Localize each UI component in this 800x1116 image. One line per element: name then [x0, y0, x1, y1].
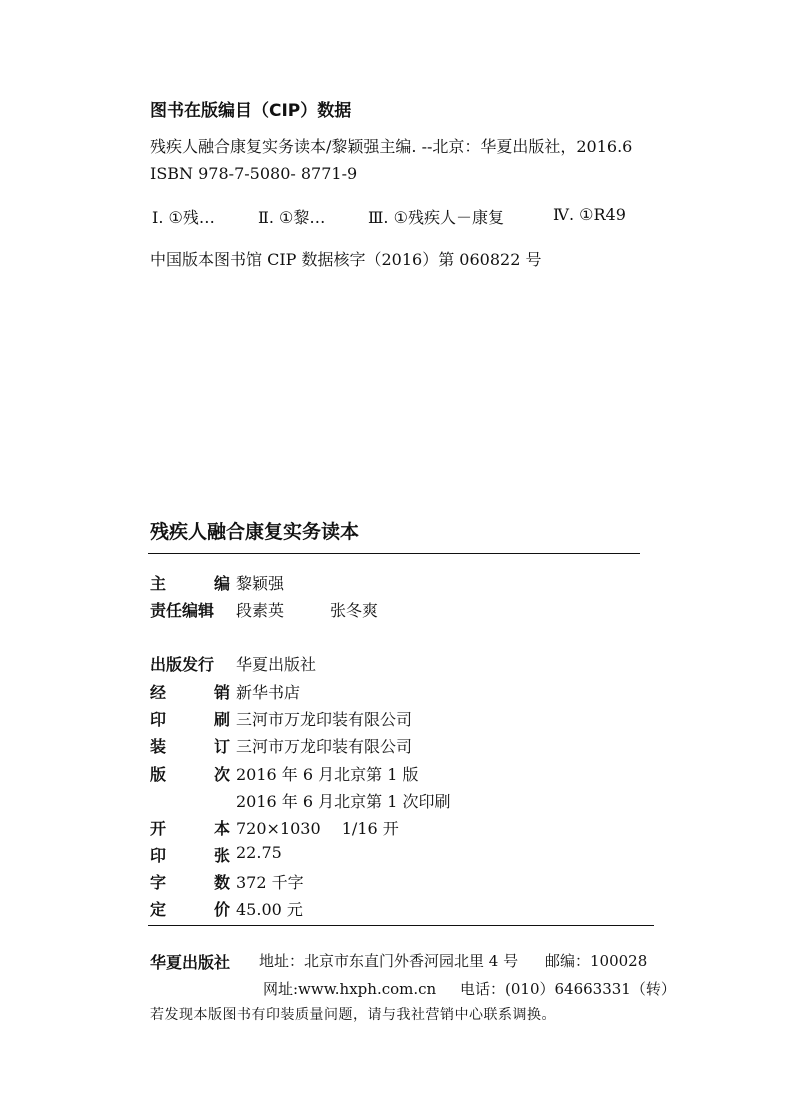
- word-count-label: 字 数: [150, 873, 230, 892]
- responsible-editor-1: 段素英: [236, 601, 285, 620]
- printing-value: 2016 年 6 月北京第 1 次印刷: [236, 792, 451, 811]
- footer-phone: 电话：(010）64663331（转）: [460, 980, 676, 998]
- binder-label: 装 订: [150, 737, 230, 756]
- cip-isbn: ISBN 978-7-5080- 8771-9: [150, 164, 358, 183]
- cip-number: 中国版本图书馆 CIP 数据核字（2016）第 060822 号: [150, 250, 542, 269]
- cip-classification-3: Ⅲ. ①残疾人－康复: [368, 208, 504, 227]
- cip-title: 图书在版编目（CIP）数据: [150, 101, 352, 121]
- details-rule: [148, 925, 654, 926]
- book-title: 残疾人融合康复实务读本: [150, 521, 360, 543]
- title-rule: [148, 553, 640, 554]
- publisher-label: 出版发行: [150, 655, 215, 674]
- cip-classification-2: Ⅱ. ①黎…: [258, 208, 326, 227]
- distributor-value: 新华书店: [236, 683, 301, 702]
- editor-label: 主 编: [150, 574, 230, 593]
- printer-value: 三河市万龙印装有限公司: [236, 710, 413, 729]
- format-label: 开 本: [150, 819, 230, 838]
- format-value: 720×1030 1/16 开: [236, 819, 399, 838]
- binder-value: 三河市万龙印装有限公司: [236, 737, 413, 756]
- word-count-value: 372 千字: [236, 873, 304, 892]
- distributor-label: 经 销: [150, 683, 230, 702]
- price-value: 45.00 元: [236, 900, 303, 919]
- footer-postcode: 邮编：100028: [545, 952, 648, 970]
- edition-label: 版 次: [150, 765, 230, 784]
- edition-value: 2016 年 6 月北京第 1 版: [236, 765, 419, 784]
- footer-website: 网址:www.hxph.com.cn: [263, 980, 437, 998]
- printer-label: 印 刷: [150, 710, 230, 729]
- publisher-value: 华夏出版社: [236, 655, 317, 674]
- cip-classification-1: Ⅰ. ①残…: [152, 208, 215, 227]
- footer-publisher: 华夏出版社: [150, 953, 231, 972]
- sheets-value: 22.75: [236, 843, 282, 862]
- footer-address: 地址：北京市东直门外香河园北里 4 号: [259, 952, 519, 970]
- editor-value: 黎颖强: [236, 574, 285, 593]
- sheets-label: 印 张: [150, 846, 230, 865]
- price-label: 定 价: [150, 900, 230, 919]
- responsible-editor-label: 责任编辑: [150, 601, 215, 620]
- footer-notice: 若发现本版图书有印装质量问题，请与我社营销中心联系调换。: [150, 1007, 556, 1023]
- cip-catalog-line: 残疾人融合康复实务读本/黎颖强主编. --北京：华夏出版社，2016.6: [150, 137, 633, 156]
- responsible-editor-2: 张冬爽: [330, 601, 379, 620]
- cip-classification-4: Ⅳ. ①R49: [553, 205, 626, 224]
